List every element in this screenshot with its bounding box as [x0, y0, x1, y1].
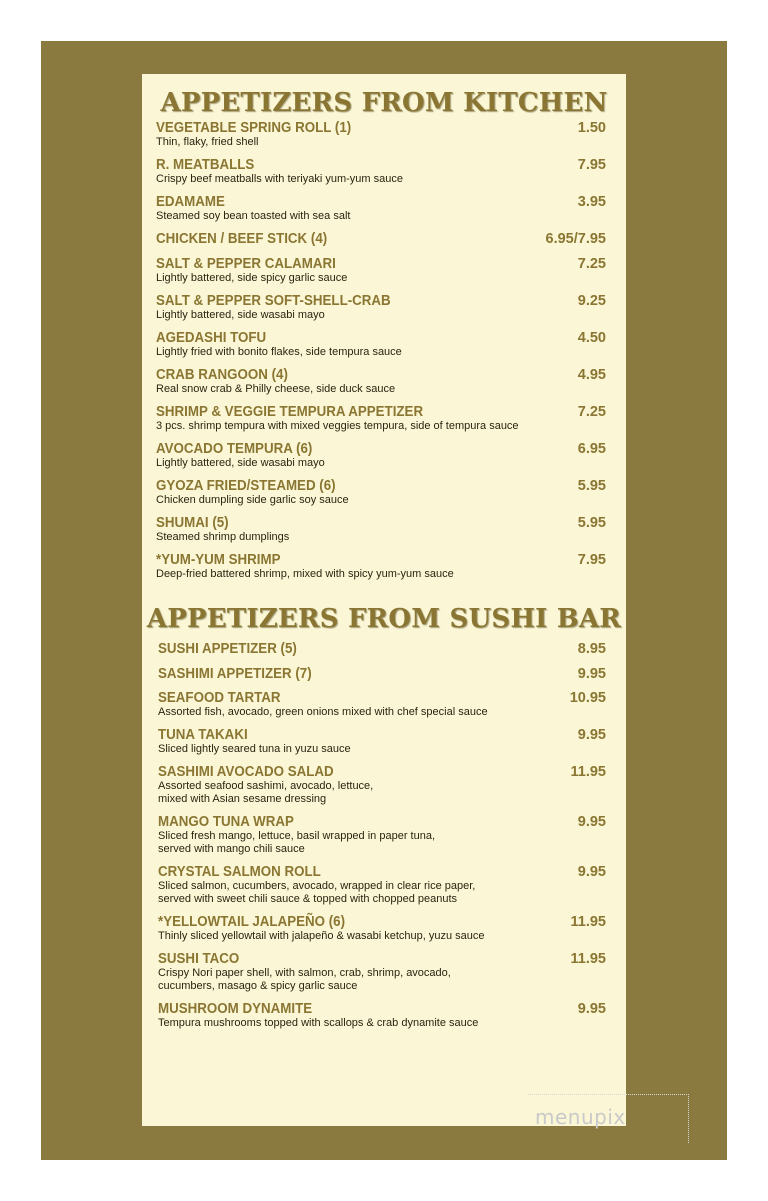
item-price: 9.95	[577, 1001, 606, 1017]
menu-item	[158, 727, 606, 756]
item-price: 11.95	[570, 951, 606, 967]
item-price: 7.95	[577, 157, 606, 173]
item-price: 3.95	[577, 194, 606, 210]
item-name: SUSHI APPETIZER (5)	[158, 641, 297, 657]
item-description: Lightly fried with bonito flakes, side tempura sauce	[156, 346, 402, 358]
menu-item	[158, 690, 606, 719]
item-price: 9.95	[577, 727, 606, 743]
item-name: MANGO TUNA WRAP	[158, 814, 294, 830]
item-description: Assorted seafood sashimi, avocado, lettuce, mixed with Asian sesame dressing	[158, 780, 374, 805]
menu-item	[158, 914, 606, 943]
menu-item	[158, 951, 606, 993]
menu-item	[156, 256, 606, 285]
menu-item	[156, 157, 606, 186]
menu-item	[158, 641, 606, 657]
item-name: SHUMAI (5)	[156, 515, 229, 531]
item-description: Steamed shrimp dumplings	[156, 531, 290, 543]
item-name: AVOCADO TEMPURA (6)	[156, 441, 313, 457]
item-price: 6.95	[577, 441, 606, 457]
item-price: 9.95	[577, 666, 606, 682]
item-price: 11.95	[570, 914, 606, 930]
kitchen-section-title: APPETIZERS FROM KITCHEN	[160, 88, 608, 118]
menu-item	[156, 441, 606, 470]
menu-item	[156, 231, 606, 247]
item-name: AGEDASHI TOFU	[156, 330, 267, 346]
item-name: CRAB RANGOON (4)	[156, 367, 288, 383]
menu-item	[156, 293, 606, 322]
item-description: Thinly sliced yellowtail with jalapeño & wasabi ketchup, yuzu sauce	[158, 930, 485, 942]
item-price: 11.95	[570, 764, 606, 780]
item-description: Tempura mushrooms topped with scallops & crab dynamite sauce	[158, 1017, 479, 1029]
menu-item	[156, 367, 606, 396]
item-description: 3 pcs. shrimp tempura with mixed veggies tempura, side of tempura sauce	[156, 420, 519, 432]
item-description: Lightly battered, side spicy garlic sauce	[156, 272, 348, 284]
item-description: Sliced fresh mango, lettuce, basil wrapped in paper tuna, served with mango chili sauce	[158, 830, 435, 855]
item-description: Crispy beef meatballs with teriyaki yum-yum sauce	[156, 173, 403, 185]
item-name: SUSHI TACO	[158, 951, 240, 967]
item-price: 9.95	[577, 864, 606, 880]
item-price: 1.50	[577, 120, 606, 136]
item-name: GYOZA FRIED/STEAMED (6)	[156, 478, 336, 494]
item-description: Sliced salmon, cucumbers, avocado, wrapped in clear rice paper, served with sweet chili sauce & topped with chopped peanuts	[158, 880, 476, 905]
item-price: 5.95	[577, 478, 606, 494]
menu-item	[158, 666, 606, 682]
item-price: 10.95	[569, 690, 606, 706]
item-description: Chicken dumpling side garlic soy sauce	[156, 494, 349, 506]
item-name: TUNA TAKAKI	[158, 727, 248, 743]
item-price: 7.25	[577, 404, 606, 420]
item-price: 9.95	[577, 814, 606, 830]
item-description: Sliced lightly seared tuna in yuzu sauce	[158, 743, 351, 755]
item-name: R. MEATBALLS	[156, 157, 255, 173]
item-price: 5.95	[577, 515, 606, 531]
menu-item	[156, 515, 606, 544]
menu-item	[156, 552, 606, 581]
menu-item	[158, 764, 606, 806]
menu-item	[156, 120, 606, 149]
item-name: MUSHROOM DYNAMITE	[158, 1001, 313, 1017]
item-description: Crispy Nori paper shell, with salmon, crab, shrimp, avocado, cucumbers, masago & spicy garlic sauce	[158, 967, 451, 992]
item-name: EDAMAME	[156, 194, 225, 210]
item-name: SEAFOOD TARTAR	[158, 690, 281, 706]
item-name: SHRIMP & VEGGIE TEMPURA APPETIZER	[156, 404, 424, 420]
menu-item	[158, 814, 606, 856]
item-name: CRYSTAL SALMON ROLL	[158, 864, 321, 880]
item-description: Real snow crab & Philly cheese, side duck sauce	[156, 383, 396, 395]
sushi-section-title: APPETIZERS FROM SUSHI BAR	[146, 604, 622, 634]
item-price: 4.95	[577, 367, 606, 383]
item-description: Assorted fish, avocado, green onions mixed with chef special sauce	[158, 706, 488, 718]
item-name: SALT & PEPPER CALAMARI	[156, 256, 336, 272]
menu-item	[158, 1001, 606, 1030]
item-price: 4.50	[577, 330, 606, 346]
item-price: 9.25	[577, 293, 606, 309]
menu-item	[158, 864, 606, 906]
item-description: Lightly battered, side wasabi mayo	[156, 457, 325, 469]
item-price: 8.95	[577, 641, 606, 657]
menu-item	[156, 330, 606, 359]
item-description: Thin, flaky, fried shell	[156, 136, 259, 148]
item-name: VEGETABLE SPRING ROLL (1)	[156, 120, 352, 136]
item-name: *YUM-YUM SHRIMP	[156, 552, 281, 568]
menu-item	[156, 194, 606, 223]
item-name: CHICKEN / BEEF STICK (4)	[156, 231, 328, 247]
item-price: 7.25	[577, 256, 606, 272]
item-price: 7.95	[577, 552, 606, 568]
menu-item	[156, 404, 606, 433]
item-description: Steamed soy bean toasted with sea salt	[156, 210, 351, 222]
menu-panel	[142, 74, 626, 1126]
menu-item	[156, 478, 606, 507]
item-name: *YELLOWTAIL JALAPEÑO (6)	[158, 914, 346, 930]
item-name: SASHIMI APPETIZER (7)	[158, 666, 312, 682]
item-description: Lightly battered, side wasabi mayo	[156, 309, 325, 321]
item-name: SASHIMI AVOCADO SALAD	[158, 764, 334, 780]
item-name: SALT & PEPPER SOFT-SHELL-CRAB	[156, 293, 391, 309]
item-price: 6.95/7.95	[545, 231, 606, 247]
item-description: Deep-fried battered shrimp, mixed with spicy yum-yum sauce	[156, 568, 454, 580]
watermark-logo: menupix	[535, 1105, 626, 1129]
